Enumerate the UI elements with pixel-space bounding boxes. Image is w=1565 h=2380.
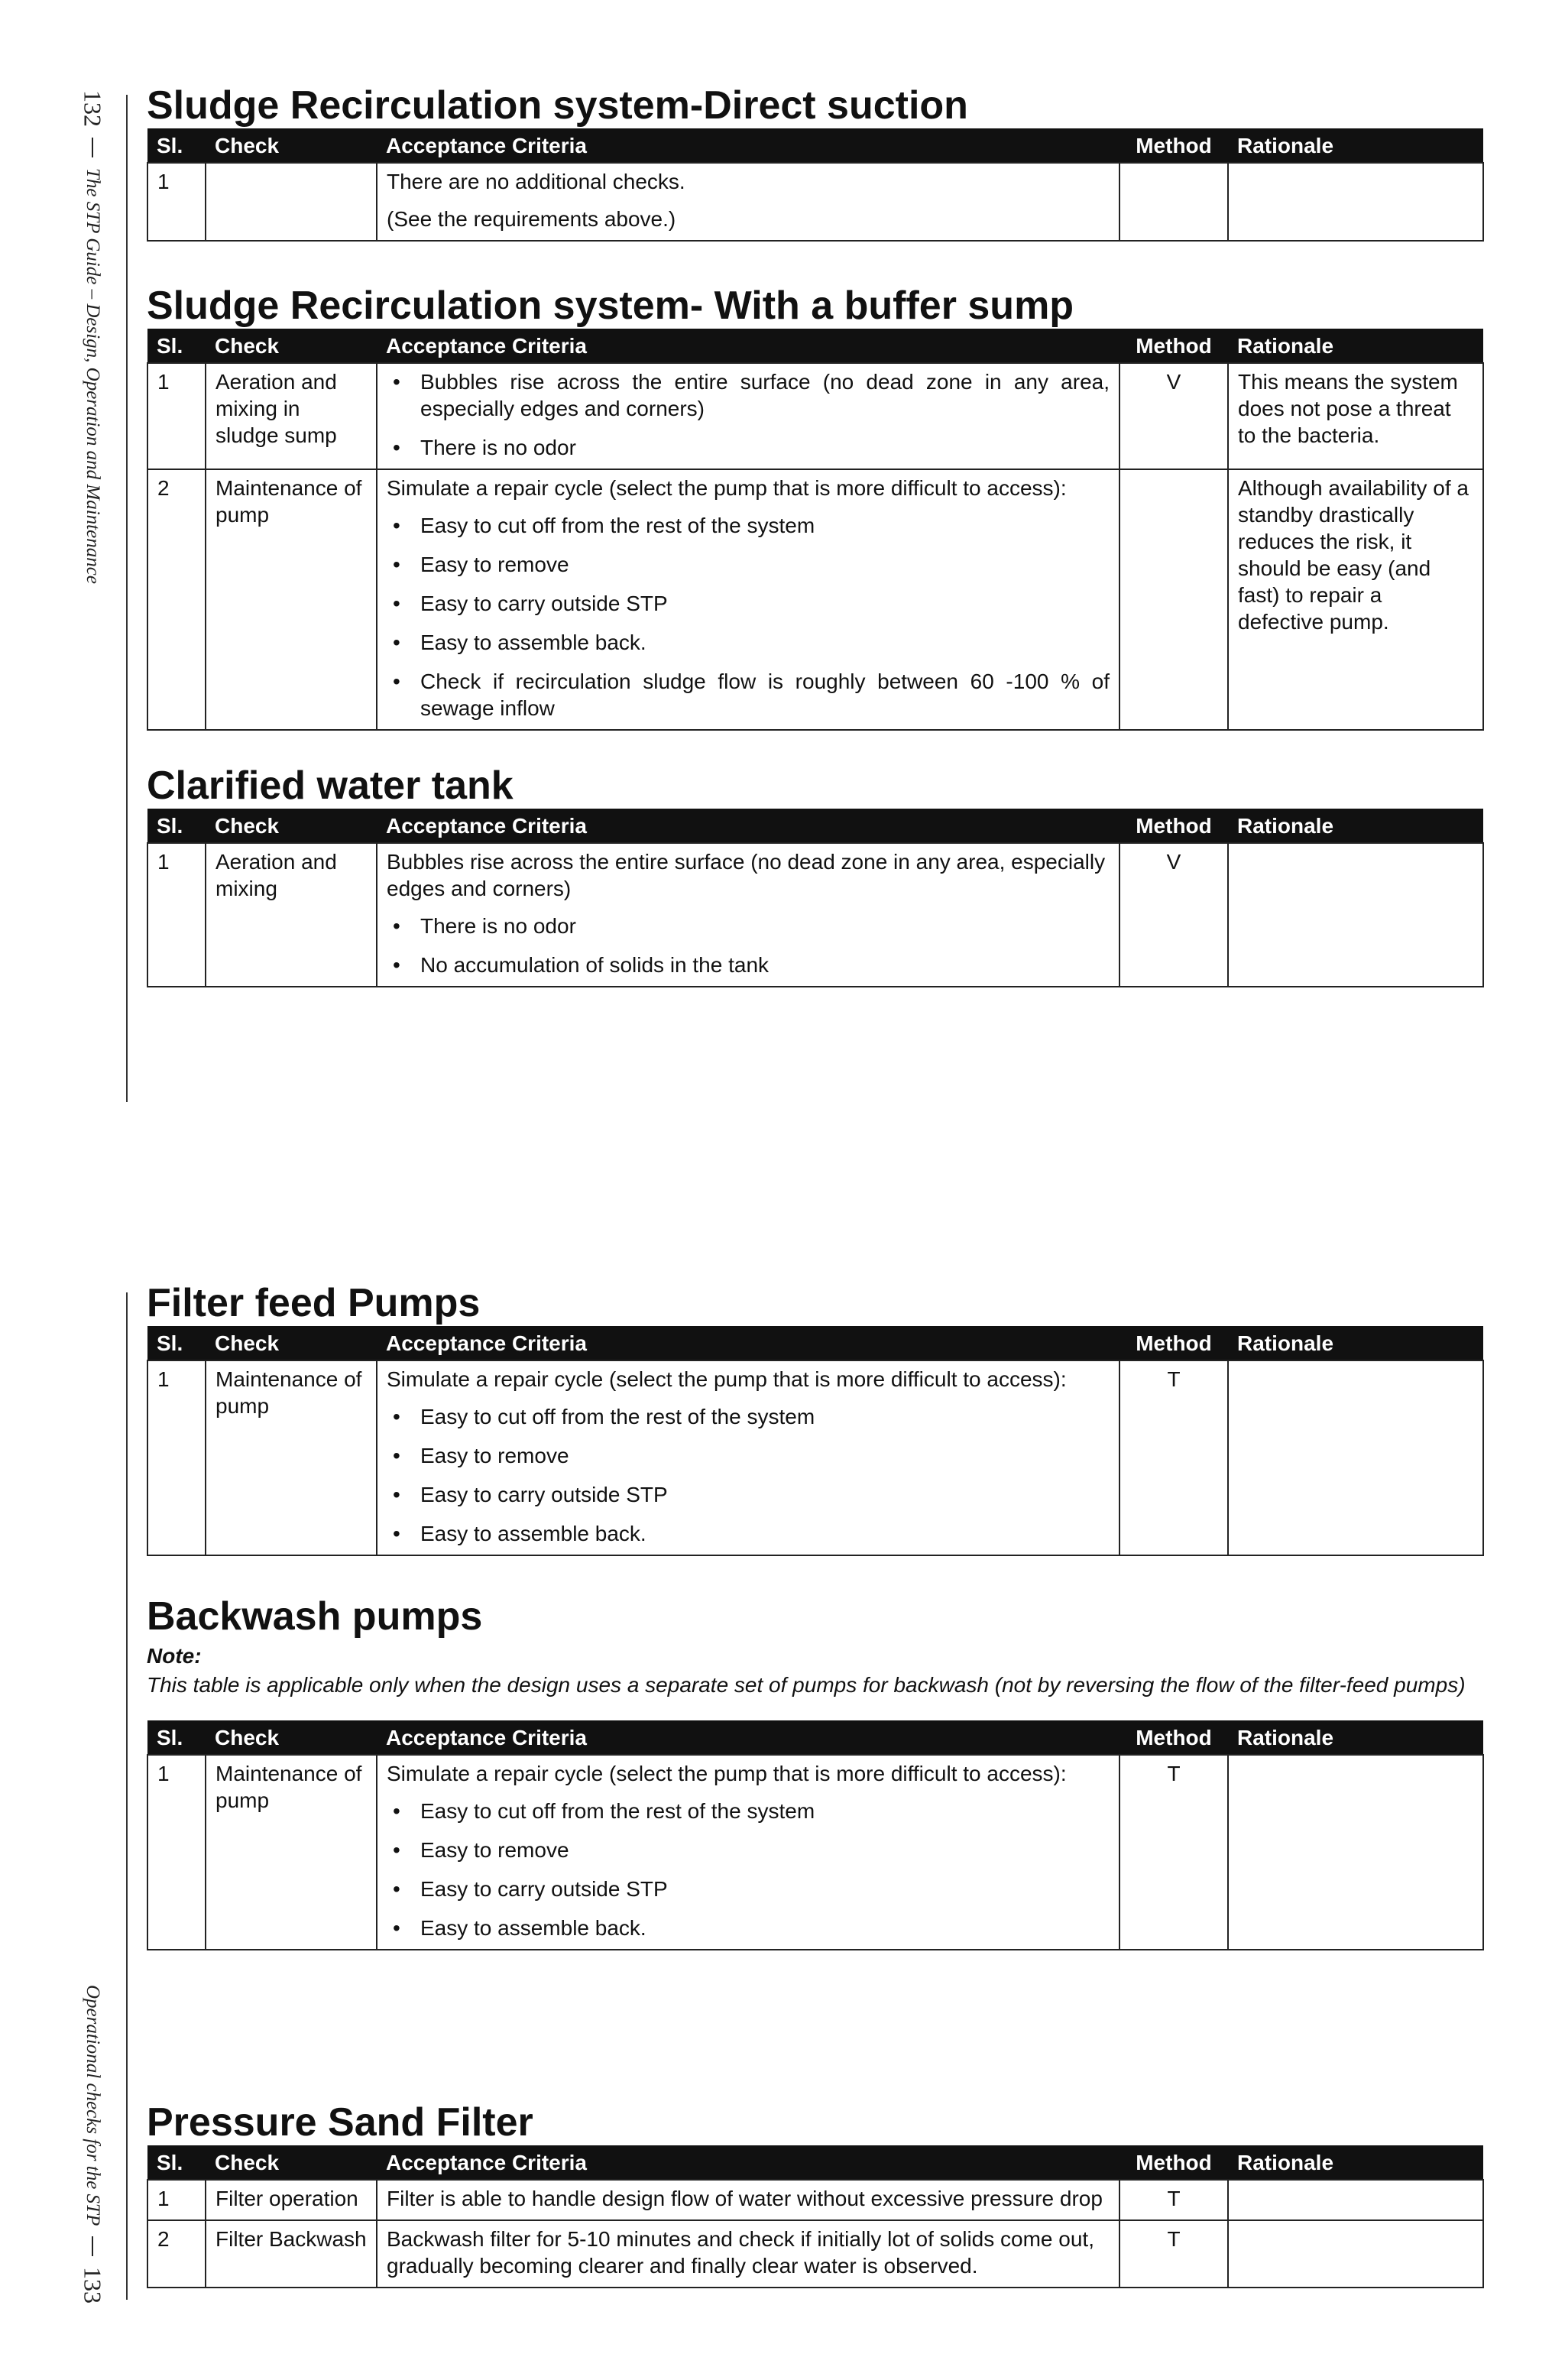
checks-table [147, 1720, 1484, 1950]
header-criteria: Acceptance Criteria [377, 1326, 1119, 1360]
table-header-row [147, 1326, 1483, 1360]
section-pressure-sand-filter [147, 2100, 1482, 2288]
criteria-list [387, 1798, 1110, 1941]
criteria-intro: Simulate a repair cycle (select the pump that is more difficult to access): [387, 1762, 1067, 1785]
header-criteria: Acceptance Criteria [377, 809, 1119, 843]
criteria-bullet: • Easy to remove [387, 551, 1110, 578]
section-clarified-water [147, 763, 1482, 987]
header-rationale: Rationale [1228, 128, 1483, 163]
spacer [147, 1701, 1482, 1720]
page-number: 133 [79, 2267, 107, 2304]
criteria-list [387, 368, 1110, 461]
table-row [147, 2220, 1483, 2288]
header-method: Method [1119, 329, 1228, 363]
header-check: Check [206, 329, 377, 363]
cell-check: Maintenance of pump [206, 1755, 377, 1950]
criteria-intro: Simulate a repair cycle (select the pump that is more difficult to access): [387, 1367, 1067, 1391]
header-sl: Sl. [147, 329, 206, 363]
criteria-bullet: • Easy to assemble back. [387, 629, 1110, 656]
cell-rationale [1228, 163, 1483, 241]
cell-sl: 1 [147, 1755, 206, 1950]
cell-criteria [377, 1755, 1119, 1950]
header-criteria: Acceptance Criteria [377, 128, 1119, 163]
cell-rationale [1228, 2220, 1483, 2288]
header-criteria: Acceptance Criteria [377, 1720, 1119, 1755]
running-title: The STP Guide – Design, Operation and Maintenance [83, 168, 103, 584]
cell-check [206, 163, 377, 241]
table-header-row [147, 809, 1483, 843]
header-method: Method [1119, 2145, 1228, 2180]
header-rationale: Rationale [1228, 2145, 1483, 2180]
cell-method: V [1119, 843, 1228, 987]
header-sl: Sl. [147, 2145, 206, 2180]
cell-criteria [377, 163, 1119, 241]
criteria-bullet: • Easy to assemble back. [387, 1520, 1110, 1547]
header-method: Method [1119, 1326, 1228, 1360]
running-head-133 [73, 1985, 112, 2344]
criteria-bullet: • Easy to cut off from the rest of the system [387, 512, 1110, 539]
section-sludge-buffer [147, 283, 1482, 731]
cell-criteria [377, 1360, 1119, 1555]
section-title: Filter feed Pumps [147, 1281, 481, 1325]
section-title: Clarified water tank [147, 764, 514, 808]
note-text: This table is applicable only when the design uses a separate set of pumps for backwash (not by reversing the flow of the filter-feed pumps) [147, 1673, 1466, 1697]
header-rationale: Rationale [1228, 1720, 1483, 1755]
criteria-bullet: • Easy to cut off from the rest of the system [387, 1403, 1110, 1430]
header-method: Method [1119, 128, 1228, 163]
cell-rationale [1228, 843, 1483, 987]
cell-rationale [1228, 2180, 1483, 2220]
table-row [147, 363, 1483, 469]
header-sl: Sl. [147, 128, 206, 163]
side-rule [126, 1292, 128, 2300]
header-sl: Sl. [147, 1326, 206, 1360]
checks-table [147, 2145, 1484, 2288]
cell-method: T [1119, 1360, 1228, 1555]
header-check: Check [206, 1326, 377, 1360]
separator [92, 2236, 93, 2256]
header-criteria: Acceptance Criteria [377, 2145, 1119, 2180]
criteria-bullet: • Easy to cut off from the rest of the system [387, 1798, 1110, 1824]
criteria-bullet: • Bubbles rise across the entire surface (no dead zone in any area, especially edges and corners) [387, 368, 1110, 422]
checks-table [147, 329, 1484, 731]
cell-criteria: Backwash filter for 5-10 minutes and check if initially lot of solids come out, gradually becoming clearer and finally clear water is observed. [377, 2220, 1119, 2288]
running-title: Operational checks for the STP [83, 1985, 103, 2226]
header-check: Check [206, 2145, 377, 2180]
section-title: Sludge Recirculation system- With a buffer sump [147, 284, 1074, 328]
cell-sl: 1 [147, 1360, 206, 1555]
header-rationale: Rationale [1228, 329, 1483, 363]
cell-sl: 2 [147, 2220, 206, 2288]
cell-sl: 1 [147, 363, 206, 469]
criteria-bullet: • There is no odor [387, 434, 1110, 461]
cell-rationale: Although availability of a standby drastically reduces the risk, it should be easy (and fast) to repair a defective pump. [1228, 469, 1483, 730]
cell-method: T [1119, 2180, 1228, 2220]
page-133 [0, 1190, 1565, 2380]
cell-check: Aeration and mixing in sludge sump [206, 363, 377, 469]
section-backwash-pumps [147, 1594, 1482, 1950]
criteria-extra: (See the requirements above.) [387, 207, 676, 231]
criteria-list [387, 512, 1110, 721]
section-sludge-direct [147, 83, 1482, 242]
header-sl: Sl. [147, 809, 206, 843]
criteria-bullet: • Easy to carry outside STP [387, 1876, 1110, 1902]
cell-rationale [1228, 1755, 1483, 1950]
criteria-intro: Simulate a repair cycle (select the pump that is more difficult to access): [387, 476, 1067, 500]
cell-sl: 1 [147, 163, 206, 241]
header-method: Method [1119, 809, 1228, 843]
table-row [147, 469, 1483, 730]
section-title: Sludge Recirculation system-Direct suction [147, 83, 968, 128]
table-row [147, 843, 1483, 987]
cell-method: V [1119, 363, 1228, 469]
cell-check: Filter Backwash [206, 2220, 377, 2288]
criteria-intro: There are no additional checks. [387, 170, 685, 193]
criteria-bullet: • No accumulation of solids in the tank [387, 952, 1110, 978]
criteria-intro: Bubbles rise across the entire surface (no dead zone in any area, especially edges and corners) [387, 850, 1106, 900]
section-title: Backwash pumps [147, 1594, 483, 1639]
cell-method [1119, 163, 1228, 241]
cell-criteria: Filter is able to handle design flow of water without excessive pressure drop [377, 2180, 1119, 2220]
criteria-list [387, 1403, 1110, 1547]
section-filter-feed-pumps [147, 1280, 1482, 1556]
criteria-bullet: • Check if recirculation sludge flow is roughly between 60 -100 % of sewage inflow [387, 668, 1110, 721]
criteria-bullet: • Easy to remove [387, 1837, 1110, 1863]
table-header-row [147, 329, 1483, 363]
running-head-132 [73, 90, 112, 717]
criteria-list [387, 913, 1110, 978]
table-row [147, 163, 1483, 241]
table-header-row [147, 128, 1483, 163]
header-check: Check [206, 128, 377, 163]
cell-method: T [1119, 2220, 1228, 2288]
cell-check: Maintenance of pump [206, 469, 377, 730]
checks-table [147, 128, 1484, 242]
header-check: Check [206, 809, 377, 843]
cell-check: Maintenance of pump [206, 1360, 377, 1555]
header-sl: Sl. [147, 1720, 206, 1755]
table-header-row [147, 2145, 1483, 2180]
cell-criteria [377, 363, 1119, 469]
cell-rationale: This means the system does not pose a threat to the bacteria. [1228, 363, 1483, 469]
header-method: Method [1119, 1720, 1228, 1755]
table-header-row [147, 1720, 1483, 1755]
cell-criteria [377, 469, 1119, 730]
page-number: 132 [79, 90, 107, 127]
table-row [147, 2180, 1483, 2220]
cell-method [1119, 469, 1228, 730]
separator [92, 138, 93, 157]
checks-table [147, 1326, 1484, 1556]
cell-check: Filter operation [206, 2180, 377, 2220]
cell-rationale [1228, 1360, 1483, 1555]
criteria-bullet: • Easy to carry outside STP [387, 590, 1110, 617]
table-row [147, 1755, 1483, 1950]
header-check: Check [206, 1720, 377, 1755]
criteria-bullet: • Easy to assemble back. [387, 1915, 1110, 1941]
cell-sl: 2 [147, 469, 206, 730]
cell-criteria [377, 843, 1119, 987]
header-rationale: Rationale [1228, 809, 1483, 843]
criteria-bullet: • Easy to carry outside STP [387, 1481, 1110, 1508]
cell-sl: 1 [147, 2180, 206, 2220]
header-criteria: Acceptance Criteria [377, 329, 1119, 363]
checks-table [147, 809, 1484, 987]
header-rationale: Rationale [1228, 1326, 1483, 1360]
table-row [147, 1360, 1483, 1555]
criteria-bullet: • There is no odor [387, 913, 1110, 939]
section-title: Pressure Sand Filter [147, 2100, 533, 2145]
cell-method: T [1119, 1755, 1228, 1950]
side-rule [126, 95, 128, 1102]
criteria-bullet: • Easy to remove [387, 1442, 1110, 1469]
cell-check: Aeration and mixing [206, 843, 377, 987]
note-label: Note: [147, 1644, 202, 1668]
cell-sl: 1 [147, 843, 206, 987]
